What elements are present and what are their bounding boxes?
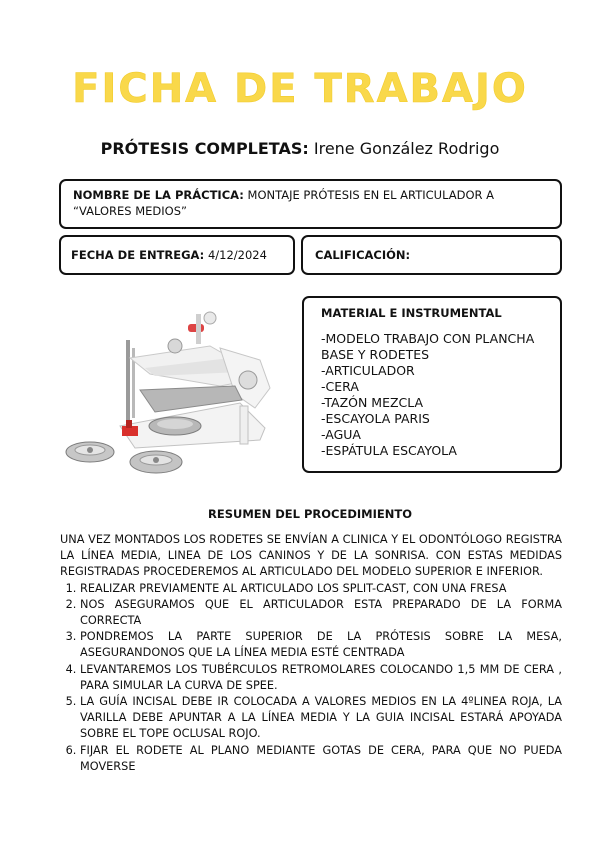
page-title: FICHA DE TRABAJO [72,66,528,112]
procedure-step: 1. REALIZAR PREVIAMENTE AL ARTICULADO LOS SPLIT-CAST, CON UNA FRESA [80,581,562,597]
procedure-intro: UNA VEZ MONTADOS LOS RODETES SE ENVÍAN A CLINICA Y EL ODONTÓLOGO REGISTRA LA LÍNEA MEDIA, LINEA DE LOS CANINOS Y DE LA SONRISA. CON ESTAS MEDIDAS REGISTRADAS PROCEDEREMOS AL ARTICULADO DEL MODELO SUPERIOR E INFERIOR. [60,533,562,579]
procedure-step: 3. PONDREMOS LA PARTE SUPERIOR DE LA PRÓTESIS SOBRE LA MESA, ASEGURANDONOS QUE LA LÍNEA MEDIA ESTÉ CENTRADA [80,629,562,661]
material-box [302,296,562,473]
procedure-title: RESUMEN DEL PROCEDIMIENTO [208,507,412,521]
grade-label: CALIFICACIÓN: [315,248,411,262]
material-item: -ESCAYOLA PARIS [321,411,430,426]
procedure-steps [60,581,562,775]
material-item: -MODELO TRABAJO CON PLANCHA BASE Y RODETES [321,331,535,362]
material-item: -TAZÓN MEZCLA [321,395,424,410]
student-name: Irene González Rodrigo [313,139,500,158]
material-title: MATERIAL E INSTRUMENTAL [321,306,502,320]
practice-label: NOMBRE DE LA PRÁCTICA: [73,188,244,202]
delivery-value: 4/12/2024 [207,248,267,262]
grade-box [301,235,562,275]
material-item: -AGUA [321,427,361,442]
procedure-step: 2. NOS ASEGURAMOS QUE EL ARTICULADOR ESTA PREPARADO DE LA FORMA CORRECTA [80,597,562,629]
articulator-image [60,308,295,478]
delivery-date-box [59,235,295,275]
subtitle-label: PRÓTESIS COMPLETAS: [100,139,309,158]
delivery-label: FECHA DE ENTREGA: [71,248,205,262]
material-item: -CERA [321,379,359,394]
procedure-step: 6. FIJAR EL RODETE AL PLANO MEDIANTE GOTAS DE CERA, PARA QUE NO PUEDA MOVERSE [80,743,562,775]
procedure-step: 5. LA GUÍA INCISAL DEBE IR COLOCADA A VALORES MEDIOS EN LA 4ºLINEA ROJA, LA VARILLA DEBE APUNTAR A LA LÍNEA MEDIA Y LA GUIA INCISAL ESTARÁ APOYADA SOBRE EL TOPE OCLUSAL ROJO. [80,694,562,743]
material-item: -ARTICULADOR [321,363,415,378]
procedure-text [60,532,562,775]
practice-value: MONTAJE PRÓTESIS EN EL ARTICULADOR A “VALORES MEDIOS” [73,188,495,218]
practice-name-box [59,179,562,229]
subtitle [0,139,600,158]
procedure-step: 4. LEVANTAREMOS LOS TUBÉRCULOS RETROMOLARES COLOCANDO 1,5 MM DE CERA , PARA SIMULAR LA CURVA DE SPEE. [80,662,562,694]
material-item: -ESPÁTULA ESCAYOLA [321,443,457,458]
